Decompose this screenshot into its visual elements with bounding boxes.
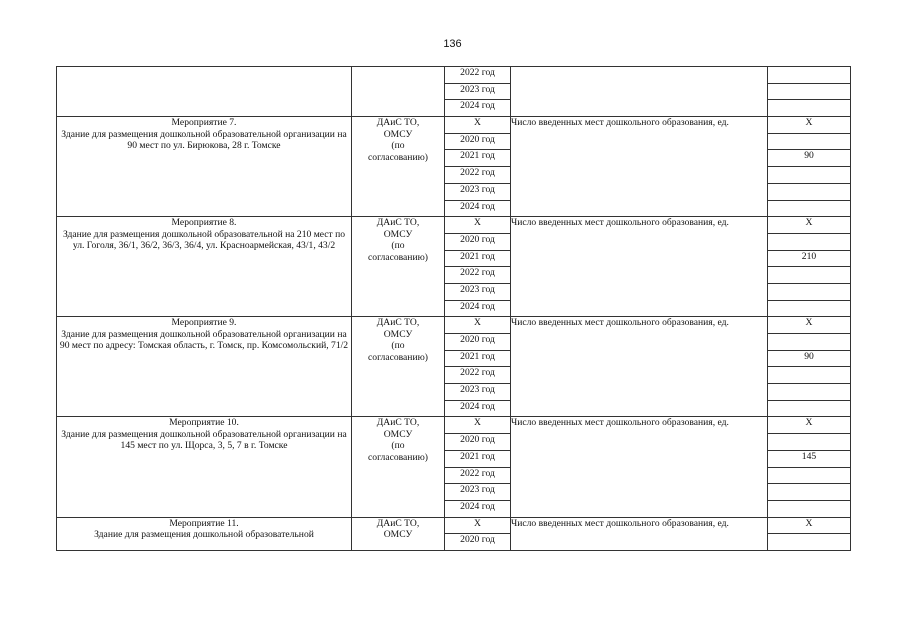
event-title: Мероприятие 10. xyxy=(169,417,239,429)
executor-line: ОМСУ xyxy=(383,529,413,541)
year-cell: 2022 год xyxy=(445,67,511,84)
value-cell xyxy=(768,67,851,84)
year-cell: X xyxy=(445,217,511,234)
year-cell: 2022 год xyxy=(445,267,511,284)
executor-line: согласованию) xyxy=(368,451,428,463)
year-cell: 2021 год xyxy=(445,450,511,467)
year-cell: 2021 год xyxy=(445,350,511,367)
executor-cell xyxy=(352,317,445,417)
executor-line: (по xyxy=(391,340,405,352)
executor-line: согласованию) xyxy=(368,351,428,363)
event-description: Здание для размещения дошкольной образовательной организации на 145 мест по ул. Щорса, 3, 5, 7 в г. Томске xyxy=(61,428,347,452)
event-description: Здание для размещения дошкольной образовательной на 210 мест по ул. Гоголя, 36/1, 36/2, 36/3, 36/4, ул. Красноармейская, 43/1, 43/2 xyxy=(62,228,346,252)
year-cell: X xyxy=(445,117,511,134)
value-cell: 210 xyxy=(768,250,851,267)
measures-table xyxy=(56,66,851,551)
value-cell: X xyxy=(768,417,851,434)
table-row xyxy=(57,217,851,234)
year-cell: 2020 год xyxy=(445,434,511,451)
executor-line: ОМСУ xyxy=(383,128,413,140)
value-cell xyxy=(768,484,851,501)
year-cell: 2021 год xyxy=(445,150,511,167)
value-cell xyxy=(768,200,851,217)
value-cell: 145 xyxy=(768,450,851,467)
event-cell xyxy=(57,417,352,517)
value-cell xyxy=(768,384,851,401)
event-description: Здание для размещения дошкольной образовательной организации на 90 мест по ул. Бирюкова, 28 г. Томске xyxy=(61,128,347,152)
event-cell xyxy=(57,517,352,550)
table-row xyxy=(57,67,851,84)
executor-line: (по xyxy=(391,440,405,452)
value-cell xyxy=(768,83,851,100)
year-cell: 2024 год xyxy=(445,400,511,417)
event-description: Здание для размещения дошкольной образовательной xyxy=(94,529,314,541)
value-cell xyxy=(768,434,851,451)
value-cell xyxy=(768,467,851,484)
year-cell: X xyxy=(445,517,511,534)
executor-line: ДАиС ТО, xyxy=(376,217,420,229)
event-cell-continued xyxy=(57,67,352,117)
executor-line: ДАиС ТО, xyxy=(376,117,420,129)
executor-line: согласованию) xyxy=(368,151,428,163)
indicator-cell: Число введенных мест дошкольного образования, ед. xyxy=(511,517,768,550)
page-number: 136 xyxy=(443,38,462,50)
executor-line: ОМСУ xyxy=(383,228,413,240)
executor-line: ДАиС ТО, xyxy=(376,517,420,529)
executor-line: ДАиС ТО, xyxy=(376,417,420,429)
executor-line: ОМСУ xyxy=(383,428,413,440)
year-cell: X xyxy=(445,317,511,334)
year-cell: 2023 год xyxy=(445,283,511,300)
year-cell: 2024 год xyxy=(445,300,511,317)
executor-cell xyxy=(352,217,445,317)
value-cell xyxy=(768,367,851,384)
value-cell xyxy=(768,500,851,517)
year-cell: 2024 год xyxy=(445,200,511,217)
indicator-cell: Число введенных мест дошкольного образования, ед. xyxy=(511,217,768,317)
event-cell xyxy=(57,117,352,217)
year-cell: X xyxy=(445,417,511,434)
executor-cell xyxy=(352,417,445,517)
year-cell: 2024 год xyxy=(445,500,511,517)
executor-line: ДАиС ТО, xyxy=(376,317,420,329)
year-cell: 2024 год xyxy=(445,100,511,117)
year-cell: 2021 год xyxy=(445,250,511,267)
event-title: Мероприятие 9. xyxy=(171,317,237,329)
event-cell xyxy=(57,317,352,417)
value-cell xyxy=(768,283,851,300)
table-row xyxy=(57,117,851,134)
value-cell: 90 xyxy=(768,150,851,167)
value-cell xyxy=(768,534,851,551)
year-cell: 2020 год xyxy=(445,334,511,351)
value-cell: X xyxy=(768,317,851,334)
year-cell: 2023 год xyxy=(445,183,511,200)
executor-cell xyxy=(352,117,445,217)
value-cell: X xyxy=(768,517,851,534)
year-cell: 2023 год xyxy=(445,384,511,401)
year-cell: 2022 год xyxy=(445,467,511,484)
value-cell xyxy=(768,400,851,417)
event-cell xyxy=(57,217,352,317)
value-cell: X xyxy=(768,217,851,234)
event-title: Мероприятие 7. xyxy=(171,117,237,129)
value-cell xyxy=(768,133,851,150)
indicator-cell: Число введенных мест дошкольного образования, ед. xyxy=(511,317,768,417)
value-cell xyxy=(768,233,851,250)
executor-cell xyxy=(352,517,445,550)
value-cell: X xyxy=(768,117,851,134)
executor-line: (по xyxy=(391,140,405,152)
executor-line: (по xyxy=(391,240,405,252)
event-title: Мероприятие 11. xyxy=(169,517,239,529)
value-cell: 90 xyxy=(768,350,851,367)
executor-line: ОМСУ xyxy=(383,328,413,340)
table-row xyxy=(57,317,851,334)
year-cell: 2022 год xyxy=(445,367,511,384)
value-cell xyxy=(768,300,851,317)
value-cell xyxy=(768,183,851,200)
year-cell: 2022 год xyxy=(445,167,511,184)
year-cell: 2020 год xyxy=(445,233,511,250)
table-row xyxy=(57,417,851,434)
indicator-cell: Число введенных мест дошкольного образования, ед. xyxy=(511,117,768,217)
value-cell xyxy=(768,267,851,284)
year-cell: 2023 год xyxy=(445,83,511,100)
executor-line: согласованию) xyxy=(368,251,428,263)
year-cell: 2023 год xyxy=(445,484,511,501)
event-title: Мероприятие 8. xyxy=(171,217,237,229)
value-cell xyxy=(768,167,851,184)
indicator-cell: Число введенных мест дошкольного образования, ед. xyxy=(511,417,768,517)
year-cell: 2020 год xyxy=(445,133,511,150)
executor-cell-continued xyxy=(352,67,445,117)
indicator-cell-continued xyxy=(511,67,768,117)
event-description: Здание для размещения дошкольной образовательной организации на 90 мест по адресу: Томская область, г. Томск, пр. Комсомольский, 71/2 xyxy=(59,328,349,352)
table-row xyxy=(57,517,851,534)
value-cell xyxy=(768,334,851,351)
year-cell: 2020 год xyxy=(445,534,511,551)
value-cell xyxy=(768,100,851,117)
